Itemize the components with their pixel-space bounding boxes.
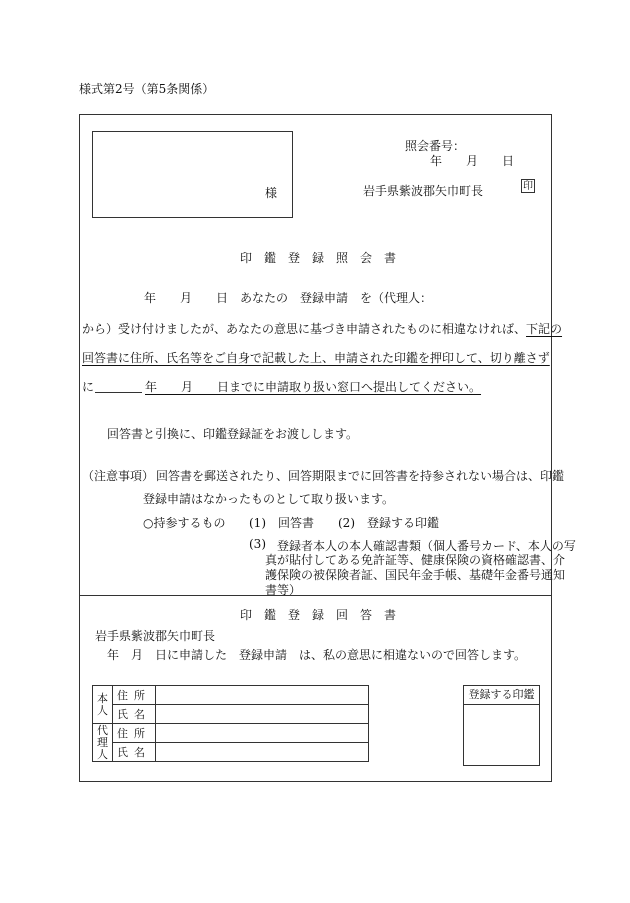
bring-item-1: (1) 回答書: [249, 516, 314, 530]
bring-item-2: (2) 登録する印鑑: [338, 516, 439, 530]
registered-seal-title: 登録する印鑑: [464, 686, 539, 705]
inquiry-line-4-deadline: 年 月 日までに申請取り扱い窓口へ提出してください。: [145, 380, 482, 394]
proxy-name-row: [93, 743, 369, 762]
cut-line: [79, 595, 552, 596]
form-number-label: 様式第2号（第5条関係）: [79, 82, 215, 96]
bring-item-3-line-2: 真が貼付してある免許証等、健康保険の資格確認書、介: [265, 553, 566, 567]
bring-item-3-line-1: 登録者本人の本人確認書類（個人番号カード、本人の写: [277, 539, 576, 553]
bring-item-3-number: (3): [249, 537, 266, 551]
registered-seal-area[interactable]: [464, 705, 539, 766]
self-name-label: 氏名: [113, 705, 156, 724]
applicant-table: [92, 685, 369, 762]
self-address-label: 住所: [113, 686, 156, 705]
caution-line-1: 回答書を郵送されたり、回答期限までに回答書を持参されない場合は、印鑑: [156, 469, 565, 483]
inquiry-title: 印 鑑 登 録 照 会 書: [240, 251, 397, 265]
proxy-label: 代理人: [93, 724, 113, 762]
self-address-field[interactable]: [156, 686, 369, 705]
caution-line-2: 登録申請はなかったものとして取り扱います。: [143, 492, 395, 506]
inquiry-line-4-start: に: [82, 380, 95, 394]
self-name-field[interactable]: [156, 705, 369, 724]
registered-seal-box: [463, 685, 540, 766]
addressee-box: [92, 131, 293, 218]
inquiry-line-2-underlined: 下記の: [526, 322, 563, 336]
bring-item-3-line-4: 書等）: [265, 583, 302, 597]
proxy-name-field[interactable]: [156, 743, 369, 762]
bring-items-label: ○持参するもの: [143, 516, 226, 530]
inquiry-line-2: [82, 320, 562, 337]
deadline-underline: [95, 378, 142, 393]
proxy-address-row: [93, 724, 369, 743]
caution-label: （注意事項）: [82, 469, 155, 483]
inquiry-line-1: 年 月 日 あなたの 登録申請 を（代理人：: [144, 291, 433, 305]
proxy-name-label: 氏名: [113, 743, 156, 762]
issuer-name: 岩手県紫波郡矢巾町長: [363, 184, 484, 198]
proxy-address-field[interactable]: [156, 724, 369, 743]
proxy-address-label: 住所: [113, 724, 156, 743]
honorific-sama: 様: [265, 186, 278, 200]
seal-mark: 印: [523, 181, 533, 192]
reply-title: 印 鑑 登 録 回 答 書: [240, 608, 397, 622]
issue-date: 年 月 日: [430, 154, 515, 168]
inquiry-line-3: 回答書に住所、氏名等をご自身で記載した上、申請された印鑑を押印して、切り離さず: [82, 351, 550, 365]
reply-statement: 年 月 日に申請した 登録申請 は、私の意思に相違ないので回答します。: [107, 648, 527, 662]
exchange-note: 回答書と引換に、印鑑登録証をお渡しします。: [107, 427, 359, 441]
inquiry-line-2-text: から）受け付けましたが、あなたの意思に基づき申請されたものに相違なければ、: [82, 322, 527, 336]
self-address-row: [93, 686, 369, 705]
bring-item-3-line-3: 護保険の被保険者証、国民年金手帳、基礎年金番号通知: [265, 568, 566, 582]
reply-addressee: 岩手県紫波郡矢巾町長: [95, 629, 216, 643]
reference-number-label: 照会番号：: [405, 139, 466, 153]
self-label: 本人: [93, 686, 113, 724]
self-name-row: [93, 705, 369, 724]
